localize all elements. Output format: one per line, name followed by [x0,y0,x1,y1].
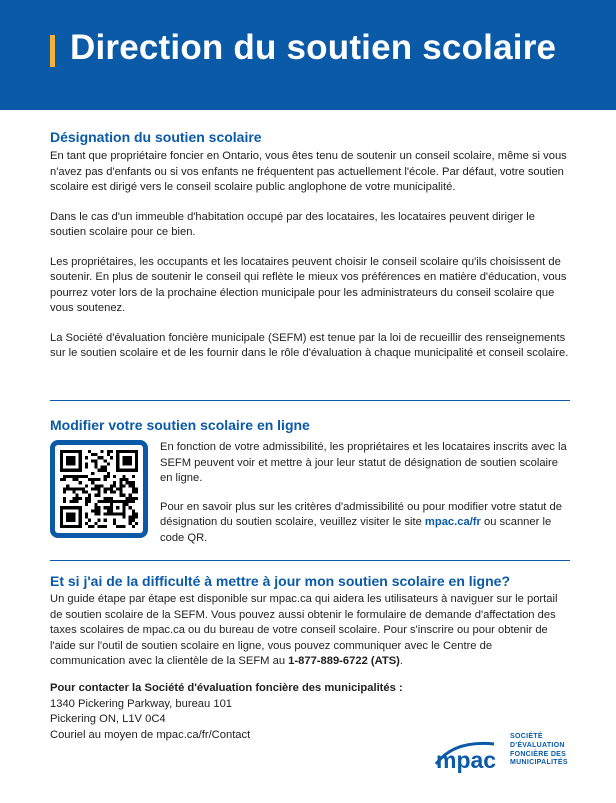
section-school-support-designation [50,128,570,362]
paragraph: En fonction de votre admissibilité, les propriétaires et les locataires inscrits avec la SEFM peuvent voir et mettre à jour leur statut de désignation de soutien scolaire en ligne. [160,441,567,484]
section-heading: Désignation du soutien scolaire [50,129,262,145]
paragraph: Pour en savoir plus sur les critères d'admissibilité ou pour modifier votre statut de désignation du soutien scolaire, veuillez visiter le site mpac.ca/fr ou scanner le code QR. [160,500,562,544]
contact-heading: Pour contacter la Société d'évaluation foncière des municipalités : [50,682,403,694]
section-help [50,572,570,670]
paragraph: Un guide étape par étape est disponible sur mpac.ca qui aidera les utilisateurs à naviguer sur le portail de soutien scolaire de la SEFM. Vous pouvez aussi obtenir le formulaire de demande d'affectation des taxes scolaires de mpac.ca ou du bureau de votre conseil scolaire. Pour s'inscrire ou pour obtenir de l'aide sur l'outil de soutien scolaire en ligne, vous pouvez communiquer avec le Centre de communication avec la clientèle de la SEFM au 1-877-889-6722 (ATS). [50,593,558,667]
mpac-link[interactable]: mpac.ca/fr [424,516,481,528]
address-line: Pickering ON, L1V 0C4 [50,713,166,725]
section-divider [50,400,570,401]
paragraph: Les propriétaires, les occupants et les locataires peuvent choisir le conseil scolaire qu'ils choisissent de soutenir. En plus de soutenir le conseil qui reflète le mieux vos préférences en matière d'éducation, vous pourrez voter lors de la prochaine élection municipale pour les administrateurs du conseil scolaire que vous soutenez. [50,255,567,314]
logo-wordmark: mpac [436,747,497,773]
section-divider [50,560,570,561]
contact-email-line[interactable]: Couriel au moyen de mpac.ca/fr/Contact [50,728,251,741]
title-accent-bar [50,35,55,67]
logo-tagline: SOCIÉTÉ D'ÉVALUATION FONCIÈRE DES MUNICIPALITÉS [510,733,568,767]
paragraph: En tant que propriétaire foncier en Ontario, vous êtes tenu de soutenir un conseil scolaire, même si vous n'avez pas d'enfants ou si vos enfants ne fréquentent pas actuellement l'école. Par défaut, votre soutien scolaire est dirigé vers le conseil scolaire public anglophone de votre municipalité. [50,150,567,193]
address-line: 1340 Pickering Parkway, bureau 101 [50,697,233,710]
paragraph: Dans le cas d'un immeuble d'habitation occupé par des locataires, les locataires peuvent diriger le soutien scolaire pour ce bien. [50,210,535,238]
section-heading: Et si j'ai de la difficulté à mettre à jour mon soutien scolaire en ligne? [50,573,510,589]
qr-code-icon [60,450,138,528]
page-title: Direction du soutien scolaire [70,28,557,67]
paragraph: La Société d'évaluation foncière municipale (SEFM) est tenue par la loi de recueillir des renseignements sur le soutien scolaire et de les fournir dans le rôle d'évaluation à chaque municipalité et conseil scolaire. [50,331,569,359]
qr-code[interactable] [50,440,148,538]
section-heading: Modifier votre soutien scolaire en ligne [50,417,310,433]
contact-block [50,681,430,743]
header-banner [0,0,616,110]
phone-number[interactable]: 1-877-889-6722 (ATS) [288,655,400,667]
section-update-online [50,416,570,546]
